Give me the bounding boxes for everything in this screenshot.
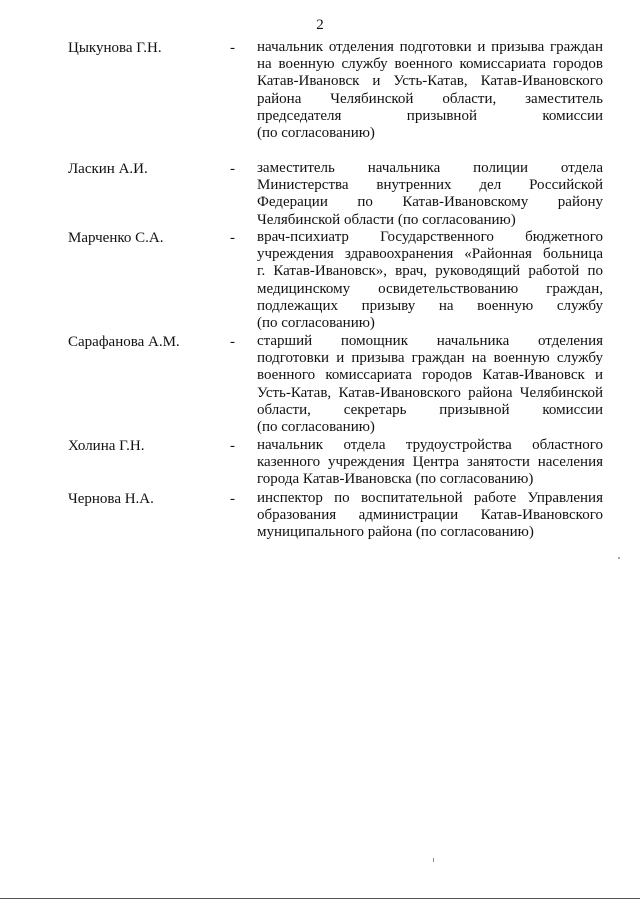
position-line: области, секретарь призывной комиссии (257, 401, 603, 418)
scan-speck (618, 557, 620, 559)
member-row (68, 490, 603, 543)
position-line: медицинскому освидетельствованию граждан, (257, 280, 603, 297)
position-line: военного комиссариата городов Катав-Ивановск и (257, 367, 603, 384)
member-position (257, 333, 603, 436)
position-line: старший помощник начальника отделения (257, 333, 603, 349)
member-position (257, 490, 603, 542)
position-line: инспектор по воспитательной работе Управления (257, 490, 603, 506)
member-dash: - (230, 438, 235, 454)
position-line: Министерства внутренних дел Российской (257, 177, 603, 194)
position-line: врач-психиатр Государственного бюджетного (257, 229, 603, 245)
position-line: Челябинской области (по согласованию) (257, 211, 516, 228)
position-line: на военную службу военного комиссариата городов (257, 56, 603, 73)
position-line: заместитель начальника полиции отдела (257, 160, 603, 176)
member-name: Марченко С.А. (68, 230, 164, 246)
member-dash: - (230, 40, 235, 56)
position-line: района Челябинской области, заместитель (257, 90, 603, 107)
position-line: (по согласованию) (257, 418, 375, 435)
member-row (68, 333, 603, 437)
member-position (257, 160, 603, 229)
position-line: Усть-Катав, Катав-Ивановского района Челябинской (257, 384, 603, 401)
position-line: Катав-Ивановск и Усть-Катав, Катав-Ивановского (257, 73, 603, 90)
position-line: казенного учреждения Центра занятости населения (257, 454, 603, 471)
scan-speck (433, 858, 434, 862)
position-line: начальник отдела трудоустройства областного (257, 437, 603, 453)
position-line: подлежащих призыву на военную службу (257, 297, 603, 314)
member-dash: - (230, 491, 235, 507)
member-dash: - (230, 230, 235, 246)
member-row (68, 437, 603, 490)
position-line: учреждения здравоохранения «Районная больница (257, 246, 603, 263)
member-dash: - (230, 334, 235, 350)
position-line: Федерации по Катав-Ивановскому району (257, 194, 603, 211)
page-bottom-edge (0, 898, 640, 899)
member-name: Цыкунова Г.Н. (68, 40, 162, 56)
position-line: (по согласованию) (257, 124, 375, 141)
member-dash: - (230, 161, 235, 177)
member-row (68, 160, 603, 229)
member-position (257, 229, 603, 332)
position-line: муниципального района (по согласованию) (257, 524, 534, 541)
member-name: Сарафанова А.М. (68, 334, 180, 350)
member-position (257, 39, 603, 142)
position-line: г. Катав-Ивановск», врач, руководящий работой по (257, 263, 603, 280)
position-line: начальник отделения подготовки и призыва граждан (257, 39, 603, 55)
member-name: Холина Г.Н. (68, 438, 145, 454)
position-line: председателя призывной комиссии (257, 107, 603, 124)
member-name: Чернова Н.А. (68, 491, 154, 507)
position-line: подготовки и призыва граждан на военную службу (257, 350, 603, 367)
member-position (257, 437, 603, 489)
member-name: Ласкин А.И. (68, 161, 148, 177)
position-line: (по согласованию) (257, 314, 375, 331)
page-number: 2 (316, 17, 324, 33)
member-row (68, 39, 603, 160)
commission-member-list (68, 39, 603, 543)
member-row (68, 229, 603, 333)
position-line: образования администрации Катав-Ивановского (257, 507, 603, 524)
position-line: города Катав-Ивановска (по согласованию) (257, 471, 534, 488)
